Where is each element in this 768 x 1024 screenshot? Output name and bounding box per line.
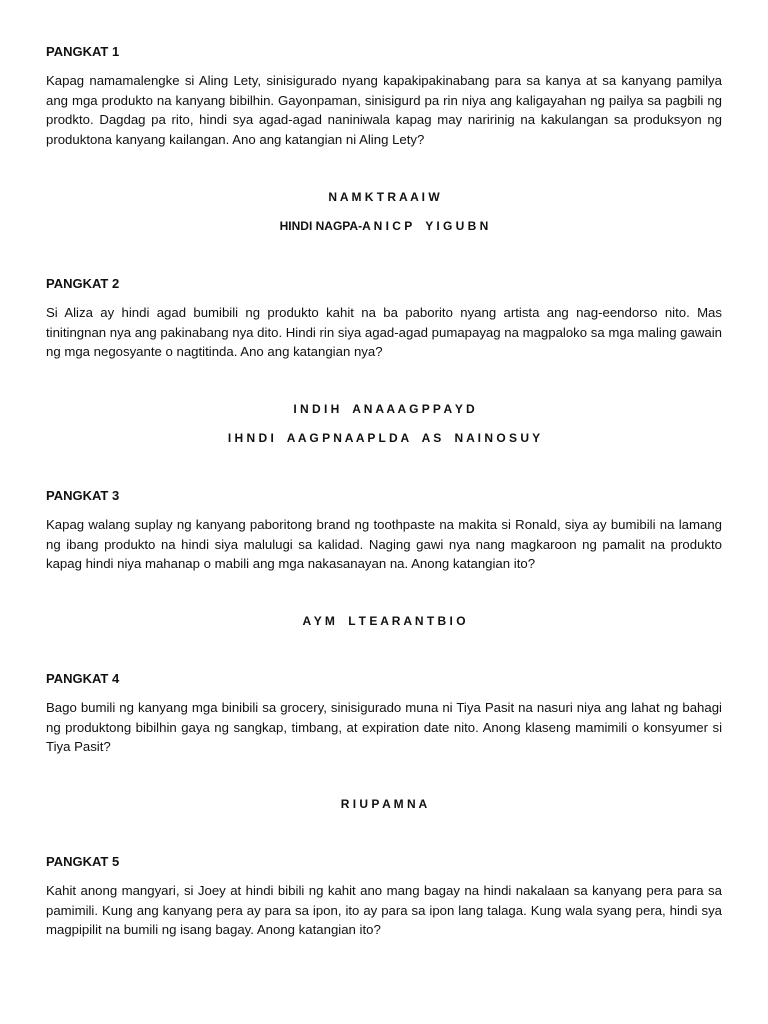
scrambled-answer: HINDI NAGPA-A N I C P Y I G U B N <box>279 219 489 233</box>
group-1 <box>46 43 722 149</box>
group-heading: PANGKAT 2 <box>46 276 120 291</box>
group-question: Kapag namamalengke si Aling Lety, sinisigurado nyang kapakipakinabang para sa kanya at sa kanyang pamilya ang mga produkto na kanyang bibilhin. Gayonpaman, sinisigurd pa rin niya ang kaligayahan ng pailya sa pagbili ng prodkto. Dagdag pa rito, hindi sya agad-agad naniniwala kapag may naririnig na kakulangan sa produksyon ng produktona kanyang kailangan. Ano ang katangian ni Aling Lety? <box>46 73 722 147</box>
group-question: Kahit anong mangyari, si Joey at hindi bibili ng kahit ano mang bagay na hindi nakalaan sa kanyang pera para sa pamimili. Kung ang kanyang pera ay para sa ipon, ito ay para sa ipon lang talaga. Kung wala syang pera, hindi sya magpipilit na bumili ng isang bagay. Anong katangian ito? <box>46 883 722 938</box>
scrambled-answer: R I U P A M N A <box>340 797 428 811</box>
group-heading: PANGKAT 3 <box>46 488 120 503</box>
group-4 <box>46 670 722 757</box>
group-5 <box>46 853 722 940</box>
group-question: Si Aliza ay hindi agad bumibili ng produkto kahit na ba paborito nyang artista ang nag-eendorso nito. Mas tinitingnan nya ang pakinabang nya dito. Hindi rin siya agad-agad pumapayag na magpaloko sa mga maling gawain ng mga negosyante o nagtitinda. Ano ang katangian nya? <box>46 305 722 360</box>
group-question: Kapag walang suplay ng kanyang paboritong brand ng toothpaste na makita si Ronald, siya ay bumibili na lamang ng ibang produkto na hindi siya malulugi sa kalidad. Naging gawi nya nang magkaroon ng pamalit na produkto kapag hindi niya mahanap o mabili ang mga nakasanayan na. Anong katangian ito? <box>46 517 722 572</box>
group-heading: PANGKAT 4 <box>46 671 120 686</box>
scrambled-answer: I H N D I A A G P N A A P L D A A S N A I N O S U Y <box>227 431 541 445</box>
group-heading: PANGKAT 1 <box>46 44 120 59</box>
group-heading: PANGKAT 5 <box>46 854 120 869</box>
group-2 <box>46 275 722 362</box>
group-3 <box>46 487 722 574</box>
scrambled-answer: I N D I H A N A A A G P P A Y D <box>293 402 475 416</box>
scrambled-answer: A Y M L T E A R A N T B I O <box>302 614 466 628</box>
scrambled-answer: N A M K T R A A I W <box>328 190 440 204</box>
group-question: Bago bumili ng kanyang mga binibili sa grocery, sinisigurado muna ni Tiya Pasit na nasuri niya ang lahat ng bahagi ng produktong bibilhin gaya ng sangkap, timbang, at expiration date nito. Anong klaseng mamimili o konsyumer si Tiya Pasit? <box>46 700 722 755</box>
